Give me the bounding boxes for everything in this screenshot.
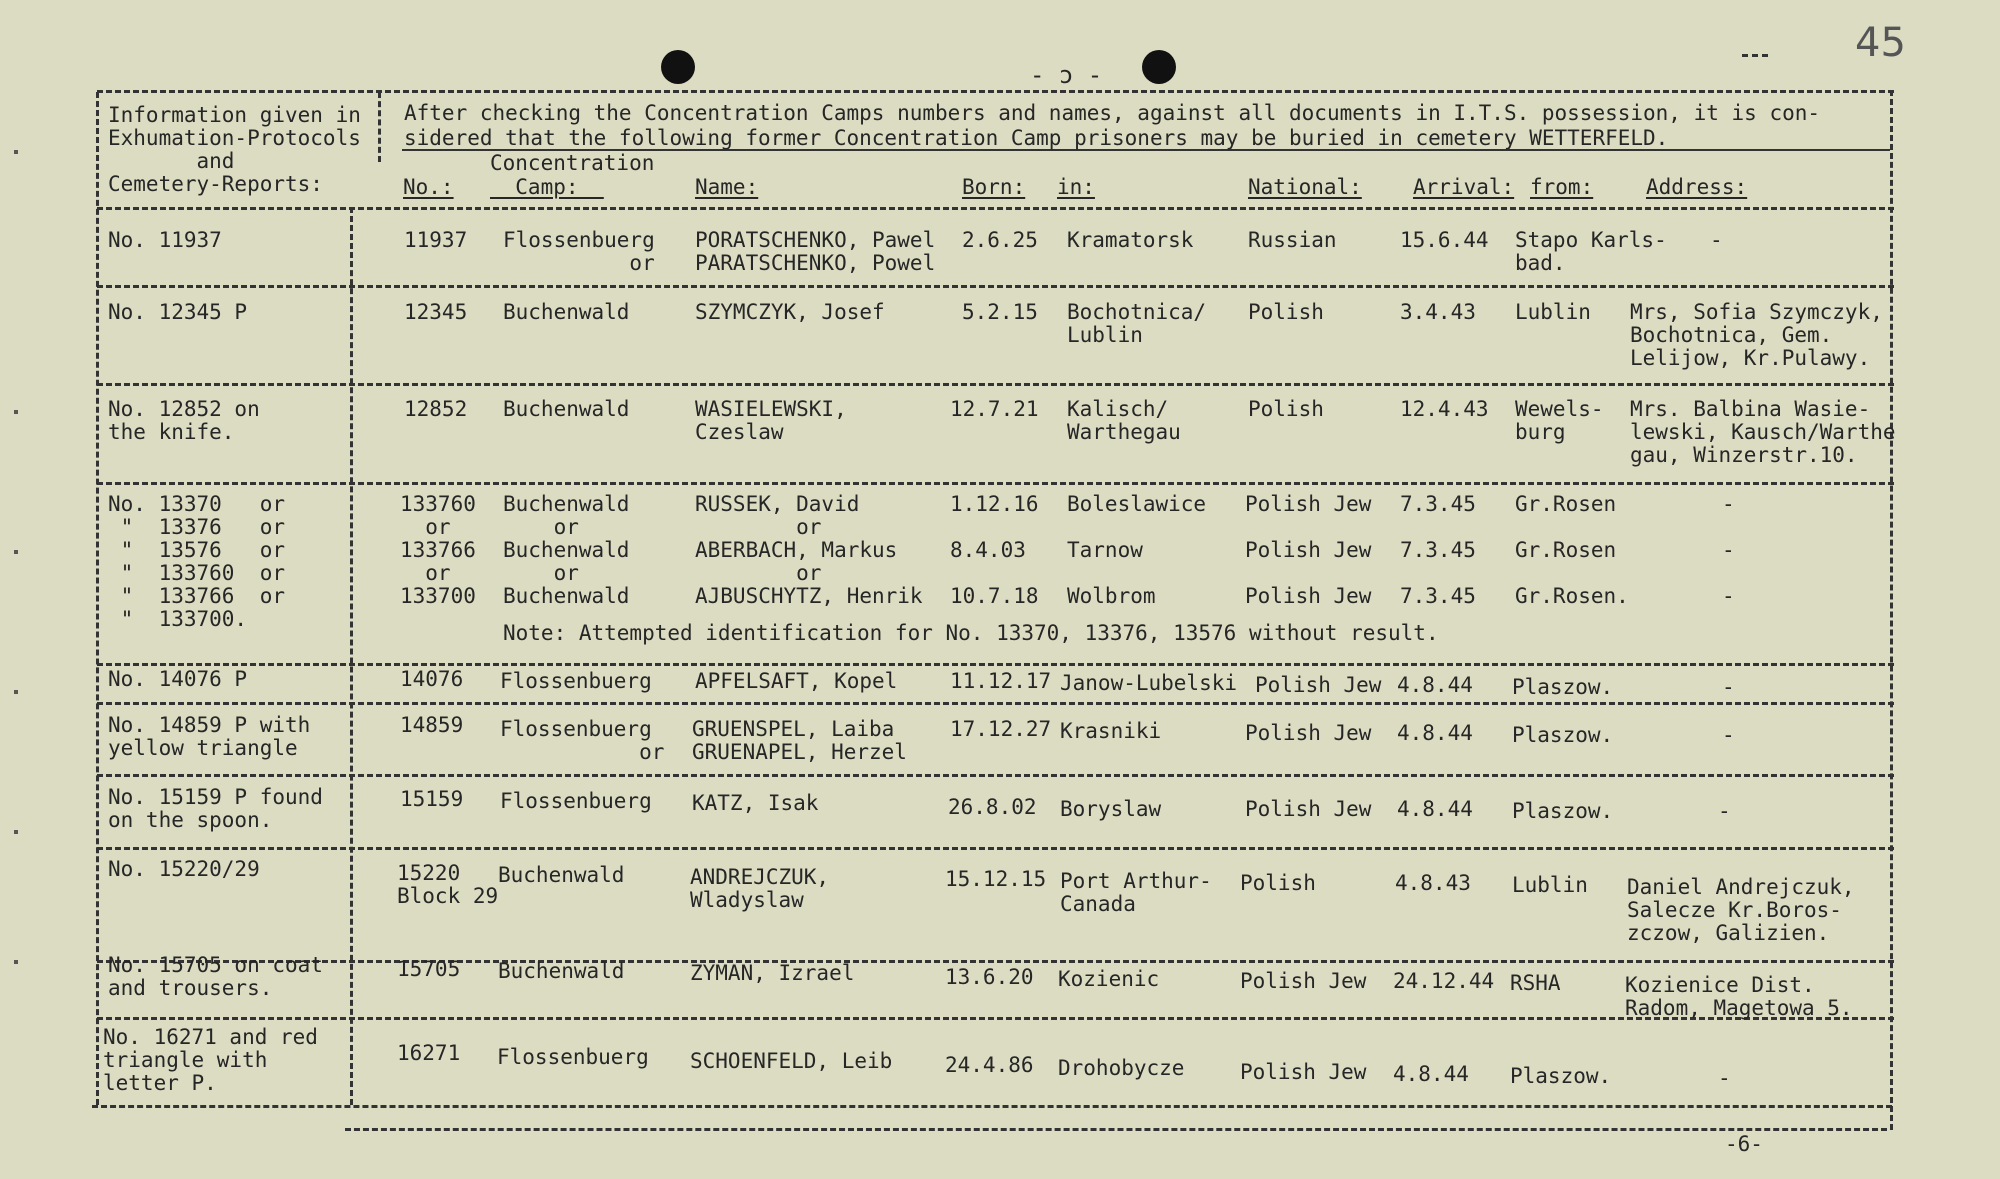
row-address: - bbox=[1718, 1066, 1731, 1090]
bottom-page-mark: -6- bbox=[1725, 1132, 1763, 1156]
row-address: - bbox=[1722, 723, 1735, 747]
row-info: No. 15705 on coat and trousers. bbox=[108, 953, 323, 1000]
row-name: SCHOENFELD, Leib bbox=[690, 1049, 893, 1073]
row-number: 15705 bbox=[397, 957, 461, 981]
row-nationality: Polish Jew bbox=[1245, 721, 1372, 745]
header-name: Name: bbox=[695, 175, 759, 199]
row-birthplace: Kozienic bbox=[1058, 967, 1160, 991]
row-from: Plaszow. bbox=[1512, 799, 1614, 823]
row-info: No. 12852 on the knife. bbox=[108, 397, 260, 444]
row-birthplace: Drohobycze bbox=[1058, 1056, 1185, 1080]
row-name: ANDREJCZUK, Wladyslaw bbox=[690, 865, 830, 912]
row-born: 5.2.15 bbox=[962, 300, 1038, 324]
row-birthplace: Krasniki bbox=[1060, 719, 1162, 743]
row-born: 12.7.21 bbox=[950, 397, 1039, 421]
header-camp-top: Concentration bbox=[490, 151, 655, 175]
table-top-border bbox=[97, 90, 1894, 93]
row-separator bbox=[97, 482, 1894, 485]
row-name: ZYMAN, Izrael bbox=[690, 961, 855, 985]
row-camp: Flossenbuerg bbox=[500, 669, 652, 693]
row-nationality: Polish Jew bbox=[1245, 797, 1372, 821]
row-number: 15159 bbox=[400, 787, 464, 811]
row-address: - bbox=[1718, 799, 1731, 823]
row-from: Stapo Karls- bad. bbox=[1515, 228, 1667, 275]
row-info: No. 13370 or " 13376 or " 13576 or " 133760 or " 133766 or " 133700. bbox=[108, 492, 286, 631]
header-national: National: bbox=[1248, 175, 1362, 199]
edge-mark bbox=[14, 410, 18, 414]
row-born: 24.4.86 bbox=[945, 1053, 1034, 1077]
row-info: No. 11937 bbox=[108, 228, 222, 252]
edge-mark bbox=[14, 690, 18, 694]
row-name: RUSSEK, David or ABERBACH, Markus or AJBUSCHYTZ, Henrik bbox=[695, 492, 923, 608]
row-name: APFELSAFT, Kopel bbox=[695, 669, 898, 693]
row-arrival: 4.8.44 bbox=[1397, 673, 1473, 697]
header-born: Born: bbox=[962, 175, 1026, 199]
row-info: No. 15159 P found on the spoon. bbox=[108, 785, 323, 832]
table-bottom-border bbox=[92, 1105, 1892, 1108]
row-name: KATZ, Isak bbox=[692, 791, 819, 815]
row-born: 17.12.27 bbox=[950, 717, 1052, 741]
row-from: Plaszow. bbox=[1512, 675, 1614, 699]
row-from: RSHA bbox=[1510, 971, 1561, 995]
row-birthplace: Bochotnica/ Lublin bbox=[1067, 300, 1207, 347]
row-separator bbox=[97, 847, 1894, 850]
row-separator bbox=[97, 702, 1894, 705]
row-address: - bbox=[1722, 675, 1735, 699]
row-name: SZYMCZYK, Josef bbox=[695, 300, 885, 324]
row-arrival: 4.8.44 bbox=[1393, 1062, 1469, 1086]
row-arrival: 4.8.44 bbox=[1397, 797, 1473, 821]
row-born: 2.6.25 bbox=[962, 228, 1038, 252]
header-camp: Camp: bbox=[490, 175, 604, 199]
info-column-divider bbox=[350, 207, 353, 1105]
header-in: in: bbox=[1057, 175, 1095, 199]
row-born: 11.12.17 bbox=[950, 669, 1052, 693]
row-number: 14859 bbox=[400, 713, 464, 737]
row-arrival: 4.8.43 bbox=[1395, 871, 1471, 895]
edge-mark bbox=[14, 150, 18, 154]
row-number: 12852 bbox=[404, 397, 468, 421]
row-nationality: Polish Jew bbox=[1255, 673, 1382, 697]
row-nationality: Polish Jew bbox=[1240, 969, 1367, 993]
row-address: Kozienice Dist. Radom, Magetowa 5. bbox=[1625, 973, 1853, 1020]
row-birthplace: Port Arthur- Canada bbox=[1060, 869, 1212, 916]
row-number: 11937 bbox=[404, 228, 468, 252]
row-born: 26.8.02 bbox=[948, 795, 1037, 819]
table-right-border bbox=[1890, 90, 1893, 1130]
row-birthplace: Boryslaw bbox=[1060, 797, 1162, 821]
row-address: - - - bbox=[1722, 492, 1735, 608]
row-note: Note: Attempted identification for No. 13370, 13376, 13576 without result. bbox=[503, 621, 1439, 645]
row-nationality: Polish bbox=[1248, 300, 1324, 324]
table-left-border bbox=[96, 92, 99, 1105]
row-birthplace: Janow-Lubelski bbox=[1060, 671, 1238, 695]
header-separator bbox=[97, 207, 1894, 210]
row-arrival: 15.6.44 bbox=[1400, 228, 1489, 252]
row-from: Wewels- burg bbox=[1515, 397, 1604, 444]
header-from: from: bbox=[1530, 175, 1594, 199]
row-arrival: 12.4.43 bbox=[1400, 397, 1489, 421]
row-number: 133760 or 133766 or 133700 bbox=[400, 492, 476, 608]
header-no: No.: bbox=[403, 175, 454, 199]
row-number: 16271 bbox=[397, 1041, 461, 1065]
row-info: No. 16271 and red triangle with letter P. bbox=[103, 1025, 318, 1095]
row-nationality: Russian bbox=[1248, 228, 1337, 252]
row-from: Gr.Rosen Gr.Rosen Gr.Rosen. bbox=[1515, 492, 1629, 608]
row-info: No. 14076 P bbox=[108, 667, 248, 691]
top-page-mark: - ɔ - bbox=[1030, 61, 1103, 89]
row-number: 14076 bbox=[400, 667, 464, 691]
row-arrival: 7.3.45 7.3.45 7.3.45 bbox=[1400, 492, 1476, 608]
header-address: Address: bbox=[1646, 175, 1748, 199]
row-born: 15.12.15 bbox=[945, 867, 1047, 891]
row-separator bbox=[97, 774, 1894, 777]
header-info-column: Information given in Exhumation-Protocols and Cemetery-Reports: bbox=[108, 103, 361, 196]
header-arrival: Arrival: bbox=[1413, 175, 1515, 199]
row-name: PORATSCHENKO, Pawel PARATSCHENKO, Powel bbox=[695, 228, 936, 275]
header-intro-line-2: sidered that the following former Concentration Camp prisoners may be buried in cemetery WETTERFELD. bbox=[404, 126, 1669, 150]
row-nationality: Polish bbox=[1240, 871, 1316, 895]
row-camp: Buchenwald bbox=[498, 959, 625, 983]
row-arrival: 24.12.44 bbox=[1393, 969, 1495, 993]
row-birthplace: Boleslawice Tarnow Wolbrom bbox=[1067, 492, 1207, 608]
row-nationality: Polish Jew bbox=[1240, 1060, 1367, 1084]
row-separator bbox=[97, 960, 1894, 963]
row-camp: Flossenbuerg or bbox=[503, 228, 655, 275]
row-separator bbox=[97, 285, 1894, 288]
row-camp: Flossenbuerg bbox=[497, 1045, 649, 1069]
row-camp: Flossenbuerg or bbox=[500, 717, 665, 764]
row-info: No. 12345 P bbox=[108, 300, 248, 324]
row-camp: Buchenwald bbox=[498, 863, 625, 887]
edge-mark bbox=[14, 960, 18, 964]
row-birthplace: Kalisch/ Warthegau bbox=[1067, 397, 1181, 444]
row-info: No. 14859 P with yellow triangle bbox=[108, 713, 311, 760]
row-arrival: 4.8.44 bbox=[1397, 721, 1473, 745]
row-camp: Flossenbuerg bbox=[500, 789, 652, 813]
row-number: 15220 Block 29 bbox=[397, 861, 499, 908]
top-right-dash bbox=[1742, 54, 1768, 57]
row-number: 12345 bbox=[404, 300, 468, 324]
row-name: GRUENSPEL, Laiba GRUENAPEL, Herzel bbox=[692, 717, 907, 764]
table-bottom-border-2 bbox=[345, 1128, 1887, 1131]
row-camp: Buchenwald or Buchenwald or Buchenwald bbox=[503, 492, 630, 608]
row-born: 13.6.20 bbox=[945, 965, 1034, 989]
row-address: Daniel Andrejczuk, Salecze Kr.Boros- zczow, Galizien. bbox=[1627, 875, 1855, 945]
row-from: Plaszow. bbox=[1512, 723, 1614, 747]
row-address: Mrs, Sofia Szymczyk, Bochotnica, Gem. Lelijow, Kr.Pulawy. bbox=[1630, 300, 1883, 370]
row-address: Mrs. Balbina Wasie- lewski, Kausch/Warthe gau, Winzerstr.10. bbox=[1630, 397, 1896, 467]
edge-mark bbox=[14, 550, 18, 554]
row-separator bbox=[97, 663, 1894, 666]
row-camp: Buchenwald bbox=[503, 300, 630, 324]
edge-mark bbox=[14, 830, 18, 834]
header-intro-line-1: After checking the Concentration Camps numbers and names, against all documents in I.T.S. possession, it is con- bbox=[404, 101, 1821, 125]
row-from: Lublin bbox=[1515, 300, 1591, 324]
row-address: - bbox=[1710, 228, 1723, 252]
row-from: Plaszow. bbox=[1510, 1064, 1612, 1088]
info-column-divider bbox=[378, 92, 381, 162]
row-birthplace: Kramatorsk bbox=[1067, 228, 1194, 252]
row-arrival: 3.4.43 bbox=[1400, 300, 1476, 324]
row-info: No. 15220/29 bbox=[108, 857, 260, 881]
page-number: 45 bbox=[1855, 20, 1906, 66]
row-name: WASIELEWSKI, Czeslaw bbox=[695, 397, 847, 444]
row-camp: Buchenwald bbox=[503, 397, 630, 421]
row-nationality: Polish Jew Polish Jew Polish Jew bbox=[1245, 492, 1372, 608]
row-born: 1.12.16 8.4.03 10.7.18 bbox=[950, 492, 1039, 608]
punch-hole-left bbox=[661, 50, 695, 84]
punch-hole-right bbox=[1142, 50, 1176, 84]
row-from: Lublin bbox=[1512, 873, 1588, 897]
row-nationality: Polish bbox=[1248, 397, 1324, 421]
row-separator bbox=[97, 383, 1894, 386]
